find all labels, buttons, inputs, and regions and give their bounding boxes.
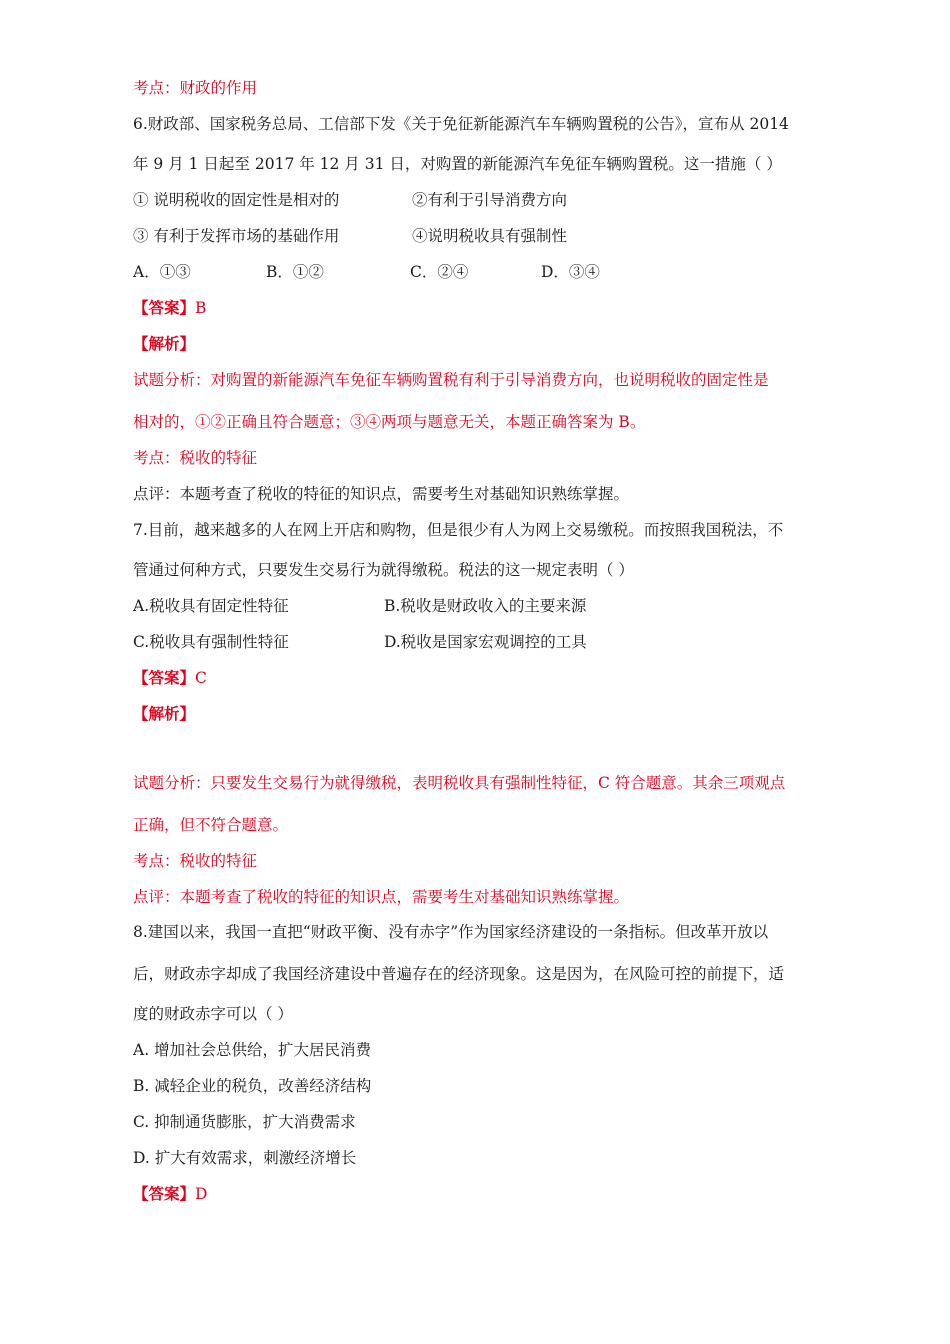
q6-choice-c: C．②④ [410, 263, 469, 281]
q6-choice-d: D．③④ [541, 263, 600, 281]
q7-stem-line1: 7.目前，越来越多的人在网上开店和购物，但是很少有人为网上交易缴税。而按照我国税法，不 [133, 521, 784, 539]
q7-stem-line2: 管通过何种方式，只要发生交易行为就得缴税。税法的这一规定表明（ ） [133, 561, 634, 579]
q6-choice-a: A．①③ [133, 263, 191, 281]
q7-analysis-line1: 试题分析：只要发生交易行为就得缴税，表明税收具有强制性特征，C 符合题意。其余三项观点 [133, 774, 786, 792]
q7-jiexi-label: 【解析】 [133, 704, 196, 723]
q6-kaodian: 考点：税收的特征 [133, 449, 258, 467]
q7-choice-c: C.税收具有强制性特征 [133, 633, 289, 651]
q6-item-2: ②有利于引导消费方向 [412, 191, 568, 209]
q7-kaodian: 考点：税收的特征 [133, 852, 258, 870]
q6-item-4: ④说明税收具有强制性 [412, 227, 568, 245]
q8-answer [133, 1184, 207, 1204]
q7-pingyu: 点评：本题考查了税收的特征的知识点，需要考生对基础知识熟练掌握。 [133, 888, 630, 906]
q6-jiexi-label: 【解析】 [133, 334, 196, 353]
q6-item-3: ③ 有利于发挥市场的基础作用 [133, 227, 340, 245]
q8-choice-b: B. 减轻企业的税负，改善经济结构 [133, 1077, 372, 1095]
q7-answer-label: 【答案】 [133, 668, 196, 687]
q8-stem-line1: 8.建国以来，我国一直把“财政平衡、没有赤字”作为国家经济建设的一条指标。但改革开放以 [133, 923, 769, 941]
q6-stem-line2: 年 9 月 1 日起至 2017 年 12 月 31 日，对购置的新能源汽车免征车辆购置税。这一措施（ ） [133, 155, 782, 173]
q7-answer [133, 668, 207, 688]
q6-answer-value: B [195, 299, 207, 317]
q8-choice-d: D. 扩大有效需求，刺激经济增长 [133, 1149, 357, 1167]
q6-choice-b: B．①② [266, 263, 324, 281]
q6-pingyu: 点评：本题考查了税收的特征的知识点，需要考生对基础知识熟练掌握。 [133, 485, 630, 503]
q7-choice-d: D.税收是国家宏观调控的工具 [384, 633, 587, 651]
q7-choice-b: B.税收是财政收入的主要来源 [384, 597, 587, 615]
q6-answer [133, 298, 206, 318]
q8-choice-a: A. 增加社会总供给，扩大居民消费 [133, 1041, 372, 1059]
q8-answer-value: D [195, 1185, 208, 1203]
q6-analysis-line1: 试题分析：对购置的新能源汽车免征车辆购置税有利于引导消费方向，也说明税收的固定性是 [133, 371, 769, 389]
q6-stem-line1: 6.财政部、国家税务总局、工信部下发《关于免征新能源汽车车辆购置税的公告》，宣布从 2014 [133, 115, 789, 133]
q6-item-1: ① 说明税收的固定性是相对的 [133, 191, 340, 209]
q6-answer-label: 【答案】 [133, 298, 196, 317]
q8-stem-line2: 后，财政赤字却成了我国经济建设中普遍存在的经济现象。这是因为，在风险可控的前提下，适 [133, 965, 785, 983]
q8-answer-label: 【答案】 [133, 1184, 196, 1203]
q7-answer-value: C [195, 669, 207, 687]
q8-choice-c: C. 抑制通货膨胀，扩大消费需求 [133, 1113, 356, 1131]
prev-kaodian: 考点：财政的作用 [133, 79, 258, 97]
q8-stem-line3: 度的财政赤字可以（ ） [133, 1005, 293, 1023]
q6-analysis-line2: 相对的，①②正确且符合题意；③④两项与题意无关，本题正确答案为 B。 [133, 413, 646, 431]
q7-choice-a: A.税收具有固定性特征 [133, 597, 289, 615]
q7-analysis-line2: 正确，但不符合题意。 [133, 816, 289, 834]
